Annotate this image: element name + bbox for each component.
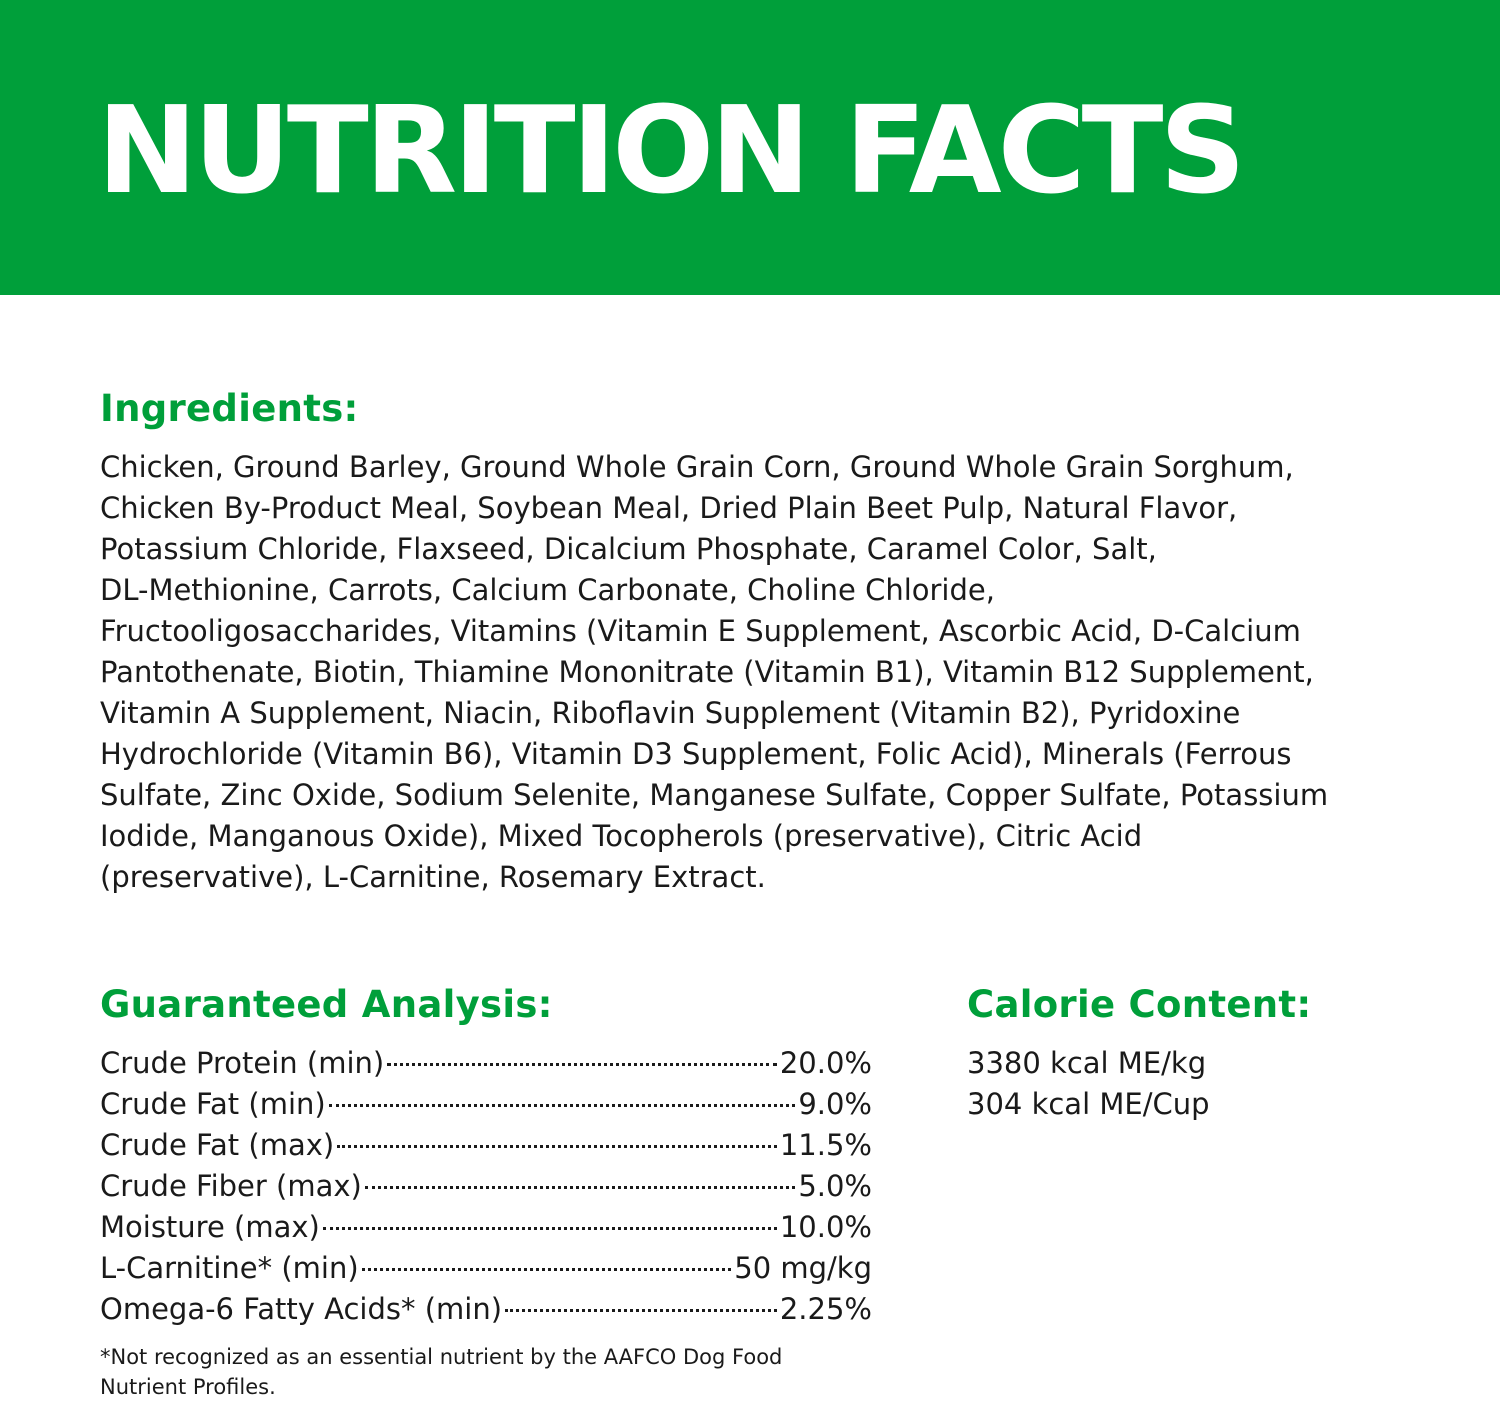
ingredients-line: Sulfate, Zinc Oxide, Sodium Selenite, Manganese Sulfate, Copper Sulfate, Potassium: [100, 778, 1329, 812]
footnote-line: Nutrient Profiles.: [100, 1375, 276, 1399]
analysis-row: [100, 1207, 872, 1248]
analysis-row: [100, 1084, 872, 1125]
ingredients-line: Iodide, Manganous Oxide), Mixed Tocopherols (preservative), Citric Acid: [100, 819, 1143, 853]
analysis-value: 11.5%: [779, 1128, 872, 1162]
header-banner: [0, 0, 1500, 295]
guaranteed-analysis-list: [100, 1043, 872, 1330]
analysis-label: Crude Fiber (max): [100, 1169, 362, 1203]
ingredients-line: (preservative), L-Carnitine, Rosemary Extract.: [100, 860, 766, 894]
ingredients-line: Hydrochloride (Vitamin B6), Vitamin D3 Supplement, Folic Acid), Minerals (Ferrous: [100, 737, 1292, 771]
analysis-label: Crude Protein (min): [100, 1046, 385, 1080]
ingredients-line: Vitamin A Supplement, Niacin, Riboflavin Supplement (Vitamin B2), Pyridoxine: [100, 696, 1241, 730]
calorie-line: 304 kcal ME/Cup: [967, 1087, 1210, 1121]
ingredients-line: DL-Methionine, Carrots, Calcium Carbonate, Choline Chloride,: [100, 573, 995, 607]
analysis-label: Crude Fat (max): [100, 1128, 335, 1162]
ingredients-line: Chicken, Ground Barley, Ground Whole Grain Corn, Ground Whole Grain Sorghum,: [100, 450, 1294, 484]
dot-leader: [329, 1104, 796, 1107]
guaranteed-analysis-heading: Guaranteed Analysis:: [100, 983, 553, 1026]
analysis-label: Crude Fat (min): [100, 1087, 326, 1121]
page-title: NUTRITION FACTS: [97, 82, 1242, 221]
calorie-content-heading: Calorie Content:: [967, 983, 1312, 1026]
analysis-row: [100, 1248, 872, 1289]
analysis-value: 20.0%: [779, 1046, 872, 1080]
analysis-value: 10.0%: [779, 1210, 872, 1244]
ingredients-heading: Ingredients:: [100, 387, 359, 430]
analysis-label: L-Carnitine* (min): [100, 1251, 359, 1285]
analysis-row: [100, 1043, 872, 1084]
ingredients-text: [100, 447, 1390, 898]
footnote-line: *Not recognized as an essential nutrient by the AAFCO Dog Food: [100, 1345, 783, 1369]
analysis-row: [100, 1289, 872, 1330]
analysis-value: 9.0%: [798, 1087, 872, 1121]
analysis-value: 2.25%: [779, 1292, 872, 1326]
dot-leader: [362, 1268, 732, 1271]
dot-leader: [323, 1227, 777, 1230]
footnote: [100, 1342, 880, 1402]
ingredients-line: Chicken By-Product Meal, Soybean Meal, Dried Plain Beet Pulp, Natural Flavor,: [100, 491, 1238, 525]
analysis-label: Moisture (max): [100, 1210, 320, 1244]
analysis-value: 5.0%: [798, 1169, 872, 1203]
dot-leader: [365, 1186, 795, 1189]
calorie-line: 3380 kcal ME/kg: [967, 1046, 1207, 1080]
analysis-label: Omega-6 Fatty Acids* (min): [100, 1292, 503, 1326]
ingredients-line: Pantothenate, Biotin, Thiamine Mononitrate (Vitamin B1), Vitamin B12 Supplement,: [100, 655, 1314, 689]
analysis-row: [100, 1125, 872, 1166]
analysis-value: 50 mg/kg: [734, 1251, 872, 1285]
dot-leader: [337, 1145, 777, 1148]
analysis-row: [100, 1166, 872, 1207]
dot-leader: [505, 1309, 777, 1312]
calorie-content-list: [967, 1043, 1210, 1125]
ingredients-line: Potassium Chloride, Flaxseed, Dicalcium Phosphate, Caramel Color, Salt,: [100, 532, 1157, 566]
ingredients-line: Fructooligosaccharides, Vitamins (Vitamin E Supplement, Ascorbic Acid, D-Calcium: [100, 614, 1301, 648]
dot-leader: [387, 1063, 777, 1066]
